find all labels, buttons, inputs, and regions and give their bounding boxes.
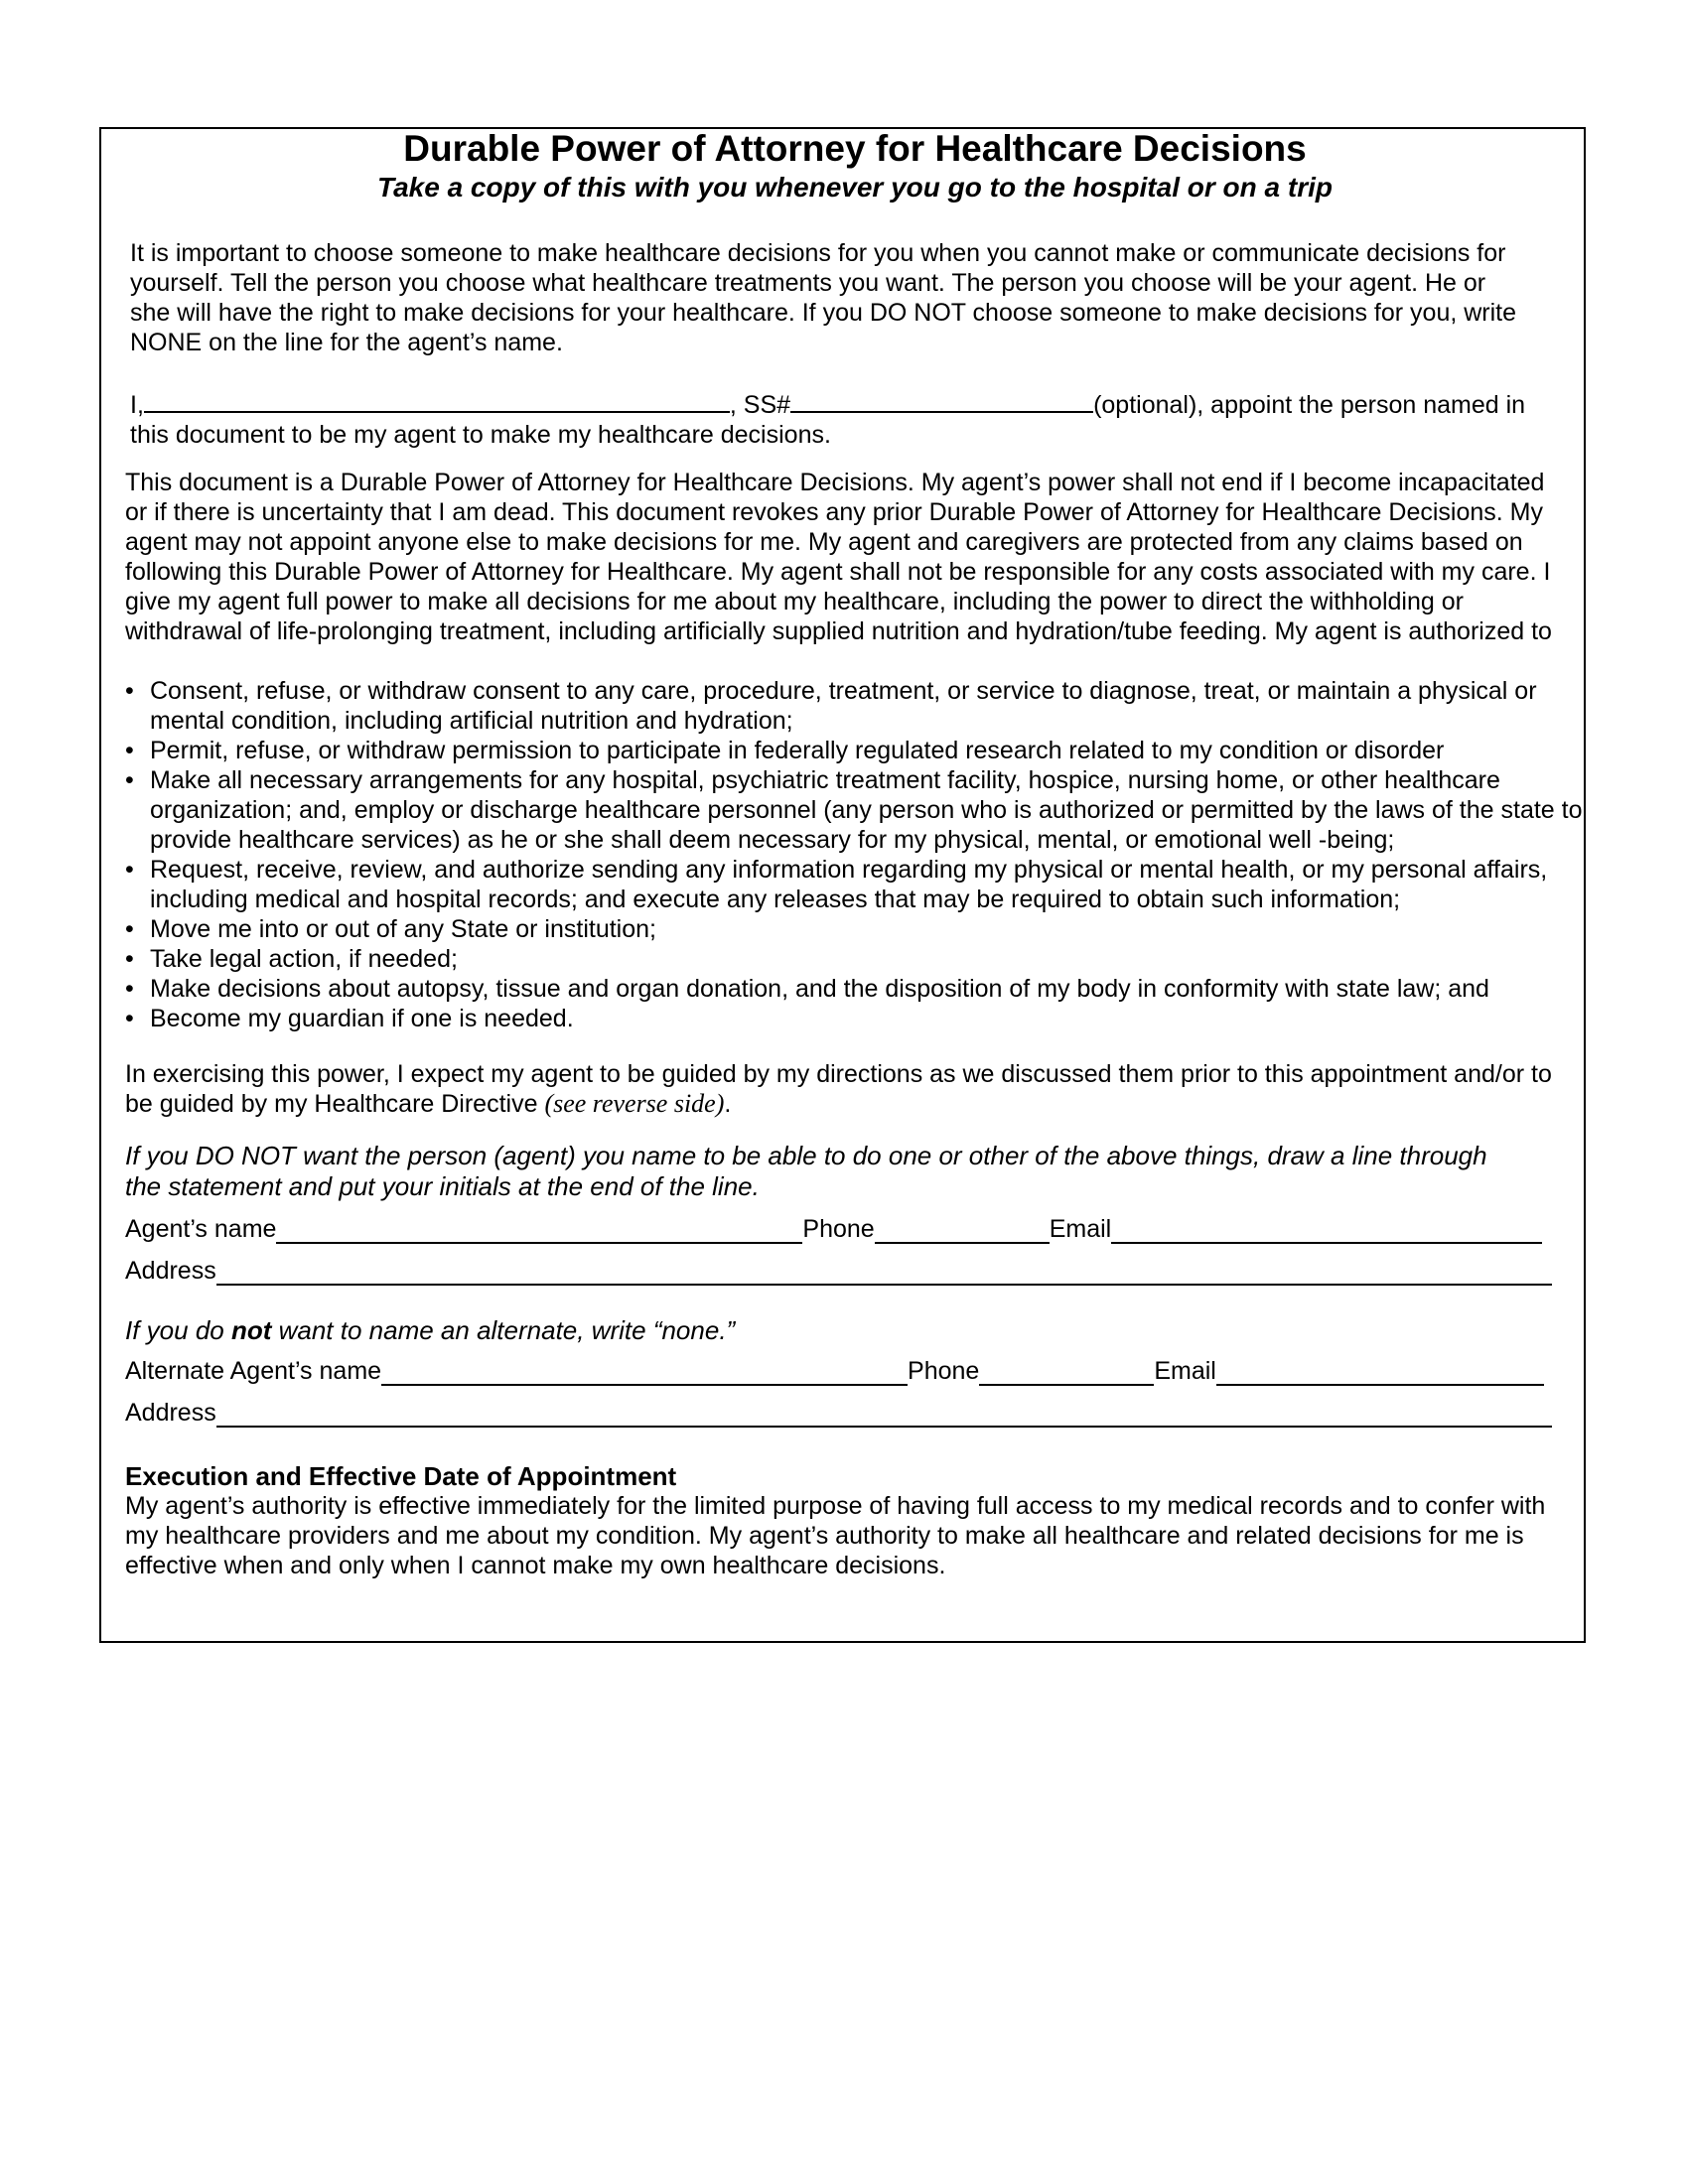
list-item: • Request, receive, review, and authorize sending any information regarding my physical or mental health, or my personal affairs, including medical and hospital records; and execute any releases that may be required to obtain such information; [125,855,1585,914]
form-content [125,125,1585,1580]
agent-email-label: Email [1049,1215,1112,1243]
agent-phone-label: Phone [802,1215,875,1243]
agent-address-row [125,1250,1585,1286]
reverse-side-note: (see reverse side) [544,1089,725,1118]
list-item: • Move me into or out of any State or institution; [125,914,1585,944]
alternate-name-label: Alternate Agent’s name [125,1357,382,1385]
agent-email-field[interactable] [1111,1216,1542,1244]
strike-instruction: If you DO NOT want the person (agent) you name to be able to do one or other of the above things, draw a line through the statement and put your initials at the end of the line. [125,1141,1487,1201]
principal-name-line[interactable] [144,387,730,413]
list-item: • Make decisions about autopsy, tissue and organ donation, and the disposition of my body in conformity with state law; and [125,974,1585,1004]
alternate-address-row [125,1392,1585,1428]
alternate-email-label: Email [1154,1357,1216,1385]
agent-name-row [125,1208,1585,1244]
alternate-phone-field[interactable] [979,1358,1154,1386]
intro-paragraph: It is important to choose someone to make healthcare decisions for you when you cannot make or communicate decisions for yourself. Tell the person you choose what healthcare treatments you want. The person you choose will be your agent. He or she will have the right to make decisions for your healthcare. If you DO NOT choose someone to make decisions for you, write NONE on the line for the agent’s name. [130,239,1517,356]
alternate-address-field[interactable] [216,1400,1552,1428]
agent-address-field[interactable] [216,1258,1552,1286]
list-item: • Consent, refuse, or withdraw consent to any care, procedure, treatment, or service to diagnose, treat, or maintain a physical or mental condition, including artificial nutrition and hydration; [125,676,1585,736]
list-item: • Become my guardian if one is needed. [125,1004,1585,1033]
appointment-statement [125,387,1585,450]
ss-label: , SS# [729,391,791,419]
guidance-end: . [724,1090,732,1118]
powers-paragraph: This document is a Durable Power of Attorney for Healthcare Decisions. My agent’s power shall not end if I become incapacitated or if there is uncertainty that I am dead. This document revokes any prior Durable Power of Attorney for Healthcare Decisions. My agent may not appoint anyone else to make decisions for me. My agent and caregivers are protected from any claims based on following this Durable Power of Attorney for Healthcare. My agent shall not be responsible for any costs associated with my care. I give my agent full power to make all decisions for me about my healthcare, including the power to direct the withholding or withdrawal of life-prolonging treatment, including artificially supplied nutrition and hydration/tube feeding. My agent is authorized to [125,469,1552,645]
agent-address-label: Address [125,1257,216,1285]
guidance-paragraph [125,1059,1585,1119]
agent-name-label: Agent’s name [125,1215,277,1243]
powers-list [125,676,1585,1033]
alternate-note-pre: If you do [125,1315,231,1345]
list-item: • Make all necessary arrangements for any hospital, psychiatric treatment facility, hospice, nursing home, or other healthcare organization; and, employ or discharge healthcare personnel (any person who is authorized or permitted by the laws of the state to provide healthcare services) as he or she shall deem necessary for my physical, mental, or emotional well -being; [125,765,1585,855]
alternate-address-label: Address [125,1399,216,1427]
execution-heading: Execution and Effective Date of Appointment [125,1461,677,1491]
document-subtitle: Take a copy of this with you whenever you go to the hospital or on a trip [377,172,1333,203]
appoint-prefix: I, [130,391,144,419]
alternate-email-field[interactable] [1216,1358,1544,1386]
agent-name-field[interactable] [276,1216,802,1244]
alternate-name-row [125,1350,1585,1386]
alternate-instruction [125,1315,1585,1346]
ss-number-line[interactable] [790,387,1093,413]
alternate-phone-label: Phone [908,1357,980,1385]
agent-phone-field[interactable] [875,1216,1050,1244]
alternate-note-post: want to name an alternate, write “none.” [271,1315,736,1345]
document-title: Durable Power of Attorney for Healthcare Decisions [403,128,1307,169]
guidance-text: In exercising this power, I expect my agent to be guided by my directions as we discussed them prior to this appointment and/or to be guided by my Healthcare Directive [125,1060,1552,1118]
list-item: • Permit, refuse, or withdraw permission to participate in federally regulated research related to my condition or disorder [125,736,1585,765]
list-item: • Take legal action, if needed; [125,944,1585,974]
alternate-note-emphasis: not [230,1315,272,1345]
alternate-name-field[interactable] [381,1358,908,1386]
execution-paragraph: My agent’s authority is effective immediately for the limited purpose of having full access to my medical records and to confer with my healthcare providers and me about my condition. My agent’s authority to make all healthcare and related decisions for me is effective when and only when I cannot make my own healthcare decisions. [125,1492,1546,1579]
appoint-suffix: (optional), appoint the person named in this document to be my agent to make my healthcare decisions. [130,391,1526,449]
